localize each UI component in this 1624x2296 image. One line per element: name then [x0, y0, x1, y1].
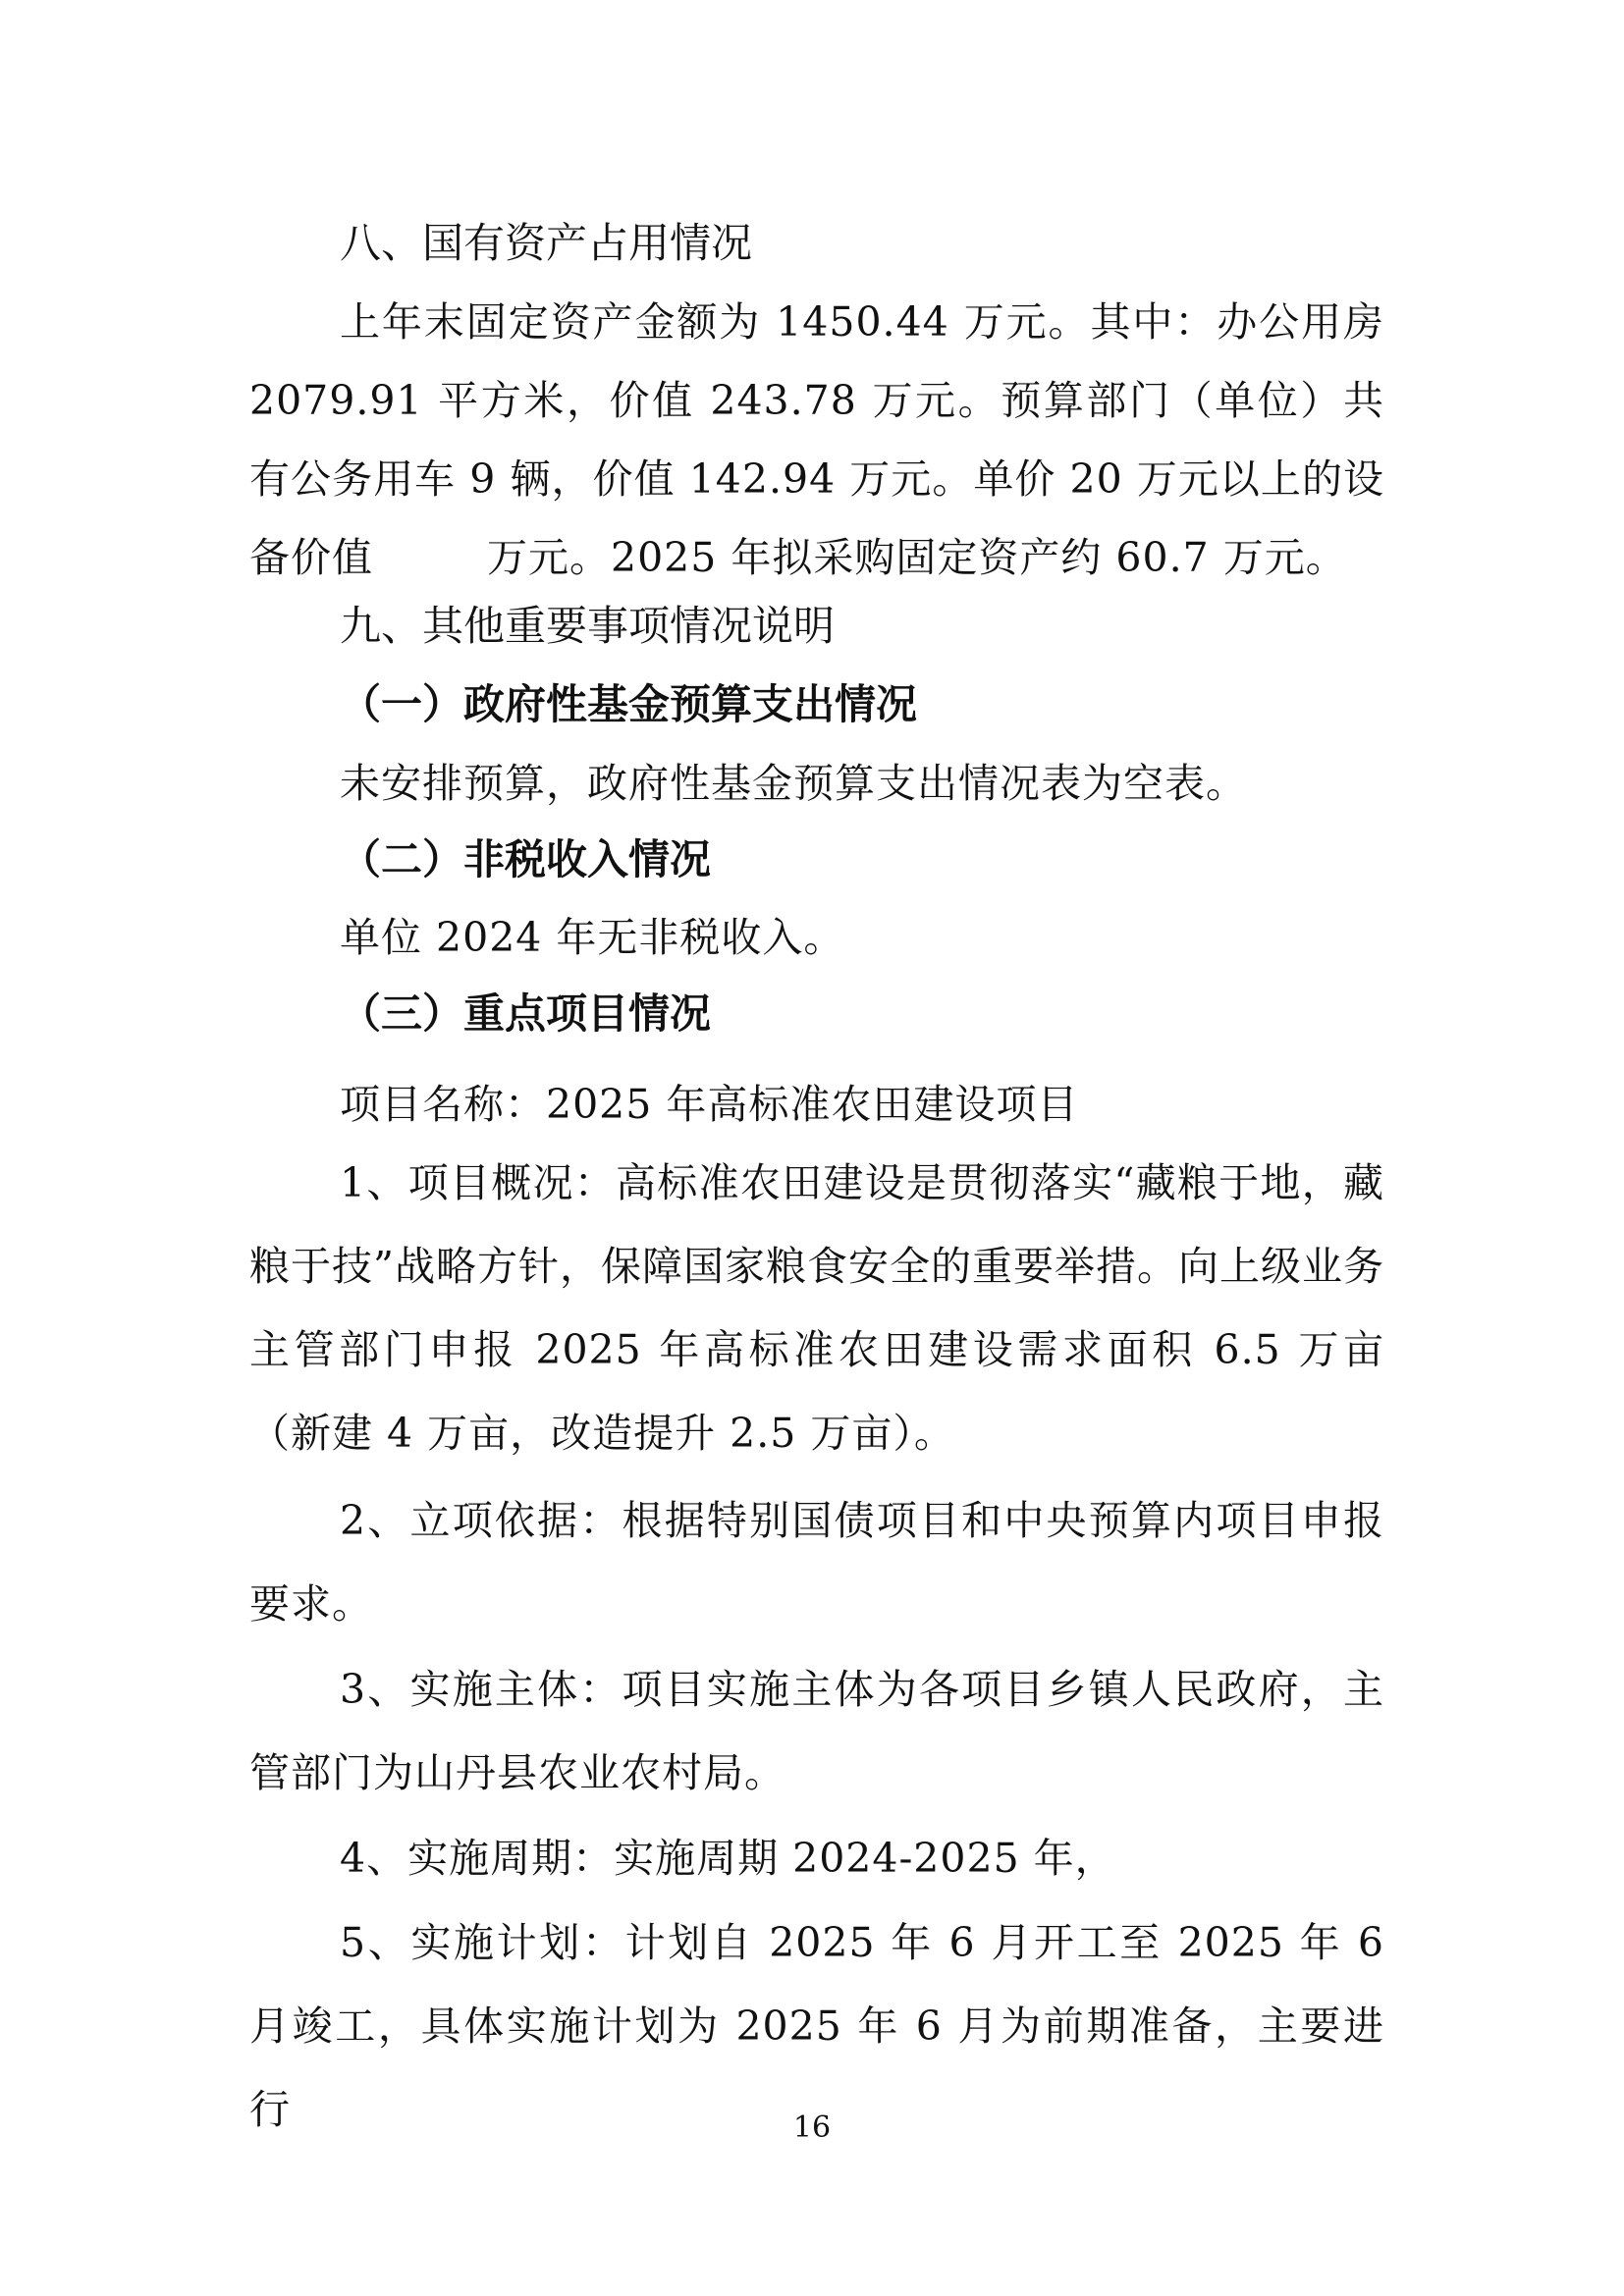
section-heading-state-assets: 八、国有资产占用情况 [340, 219, 753, 267]
project-implementer-paragraph: 3、实施主体：项目实施主体为各项目乡镇人民政府，主管部门为山丹县农业农村局。 [249, 1666, 1384, 1796]
asset-text-main: 上年末固定资产金额为 1450.44 万元。其中：办公用房 2079.91 平方米，价值 243.78 万元。预算部门（单位）共有公务用车 9 辆，价值 142.94 万元。单价 20 万元以上的设备价值 [249, 298, 1384, 581]
subheading-key-projects: （三）重点项目情况 [340, 989, 712, 1038]
page-number: 16 [792, 2110, 832, 2145]
subheading-government-fund: （一）政府性基金预算支出情况 [340, 680, 918, 728]
section-heading-other-matters: 九、其他重要事项情况说明 [340, 602, 836, 650]
subheading-non-tax-revenue: （二）非税收入情况 [340, 835, 712, 883]
government-fund-paragraph: 未安排预算，政府性基金预算支出情况表为空表。 [340, 760, 1247, 807]
non-tax-paragraph: 单位 2024 年无非税收入。 [340, 914, 845, 961]
asset-paragraph [249, 283, 1384, 597]
project-basis-paragraph: 2、立项依据：根据特别国债项目和中央预算内项目申报要求。 [249, 1497, 1384, 1628]
asset-text-tail: 万元。2025 年拟采购固定资产约 60.7 万元。 [487, 534, 1347, 581]
project-overview-paragraph: 1、项目概况：高标准农田建设是贯彻落实“藏粮于地，藏粮于技”战略方针，保障国家粮食安全的重要举措。向上级业务主管部门申报 2025 年高标准农田建设需求面积 6.5 万亩（新建 4 万亩，改造提升 2.5 万亩）。 [249, 1159, 1384, 1457]
project-plan-paragraph: 5、实施计划：计划自 2025 年 6 月开工至 2025 年 6 月竣工，具体实施计划为 2025 年 6 月为前期准备，主要进行 [249, 1919, 1384, 2133]
project-name-line: 项目名称：2025 年高标准农田建设项目 [340, 1081, 1079, 1128]
project-period-paragraph: 4、实施周期：实施周期 2024-2025 年， [340, 1835, 1116, 1882]
